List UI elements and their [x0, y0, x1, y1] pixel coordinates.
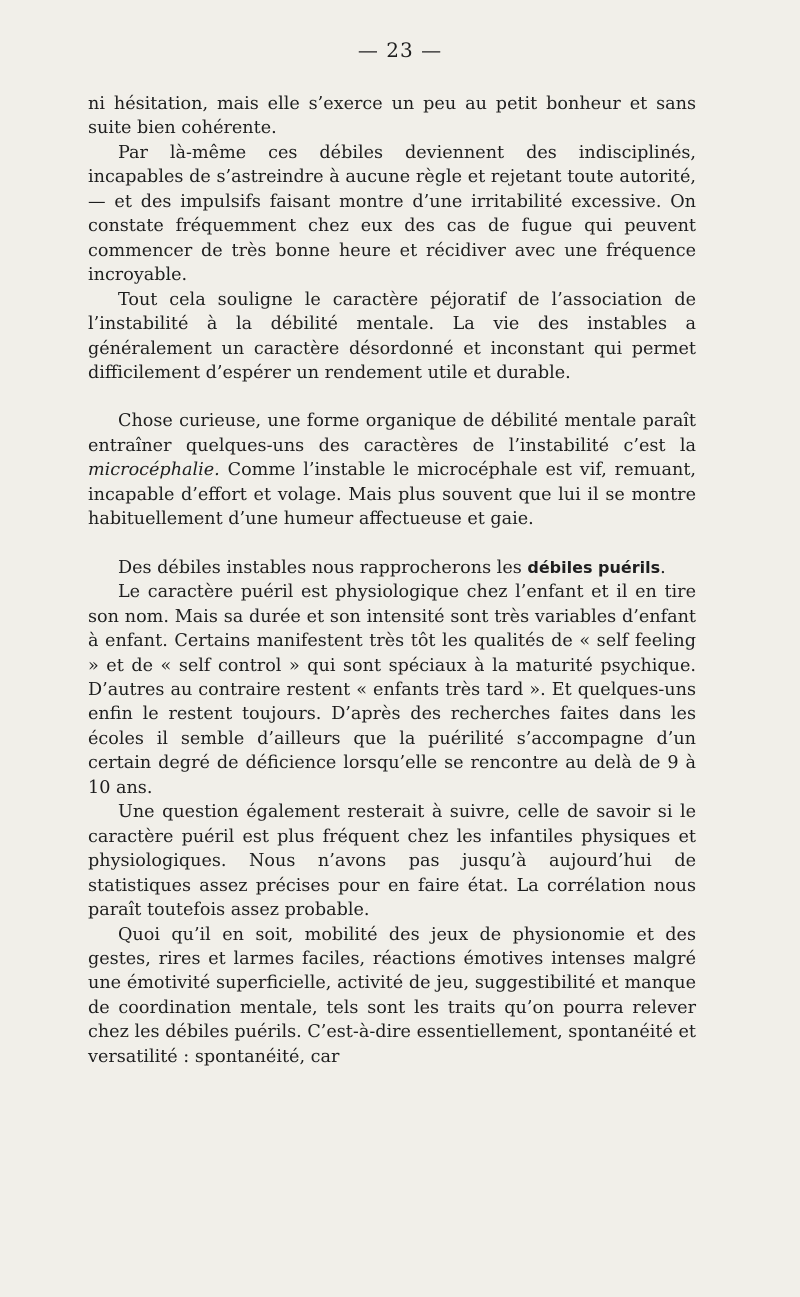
paragraph-question: Une question également resterait à suivre, celle de savoir si le caractère puéril est plus fréquent chez les infantiles physiques et physiologiques. Nous n’avons pas jusqu’à aujourd’hui de statistiques assez précises pour en faire état. La corrélation nous paraît toutefois assez probable.: [88, 802, 696, 921]
paragraph-debiles-pueriles: [88, 556, 696, 580]
paragraph-instabilite: Tout cela souligne le caractère péjoratif de l’association de l’instabilité à la débilité mentale. La vie des instables a généralement un caractère désordonné et inconstant qui permet difficilement d’espérer un rendement utile et durable.: [88, 289, 696, 383]
paragraph-caractere-pueril: Le caractère puéril est physiologique chez l’enfant et il en tire son nom. Mais sa durée et son intensité sont très variables d’enfant à enfant. Certains manifestent très tôt les qualités de « self feeling » et de « self control » qui sont spéciaux à la maturité psychique. D’autres au contraire restent « enfants très tard ». Et quelques-uns enfin le restent toujours. D’après des recherches faites dans les écoles il semble d’ailleurs que la puérilité s’accompagne d’un certain degré de déficience lorsqu’elle se rencontre au delà de 9 à 10 ans.: [88, 582, 696, 798]
paragraph-debiles-end: .: [660, 557, 666, 578]
paragraph-microcephalie: [88, 409, 696, 531]
paragraph-mobilite: Quoi qu’il en soit, mobilité des jeux de physionomie et des gestes, rires et larmes faciles, réactions émotives intenses malgré une émotivité superficielle, activité de jeu, suggestibilité et manque de coordination mentale, tels sont les traits qu’on pourra relever chez les débiles puérils. C’est-à-dire essentiellement, spontanéité et versatilité : spontanéité, car: [88, 924, 696, 1067]
page-number: — 23 —: [357, 38, 443, 62]
paragraph-continuation: ni hésitation, mais elle s’exerce un peu au petit bonheur et sans suite bien cohérente.: [88, 94, 696, 139]
paragraph-indisciplines: Par là-même ces débiles deviennent des indisciplinés, incapables de s’astreindre à aucune règle et rejetant toute autorité, — et des impulsifs faisant montre d’une irritabilité excessive. On constate fréquemment chez eux des cas de fugue qui peuvent commencer de très bonne heure et récidiver avec une fréquence incroyable.: [88, 142, 696, 286]
emphasis-microcephalie: microcéphalie.: [88, 460, 220, 481]
paragraph-microcephalie-end: Comme l’instable le microcéphale est vif, remuant, incapable d’effort et volage. Mais plus souvent que lui il se montre habituellement d’une humeur affectueuse et gaie.: [88, 460, 696, 530]
paragraph-debiles-start: Des débiles instables nous rapprocherons les: [118, 557, 528, 578]
bold-term-debiles-pueriles: débiles puérils: [527, 557, 661, 577]
paragraph-microcephalie-start: Chose curieuse, une forme organique de débilité mentale paraît entraîner quelques-uns des caractères de l’instabilité c’est la: [88, 411, 696, 456]
body-text: [88, 92, 696, 1069]
